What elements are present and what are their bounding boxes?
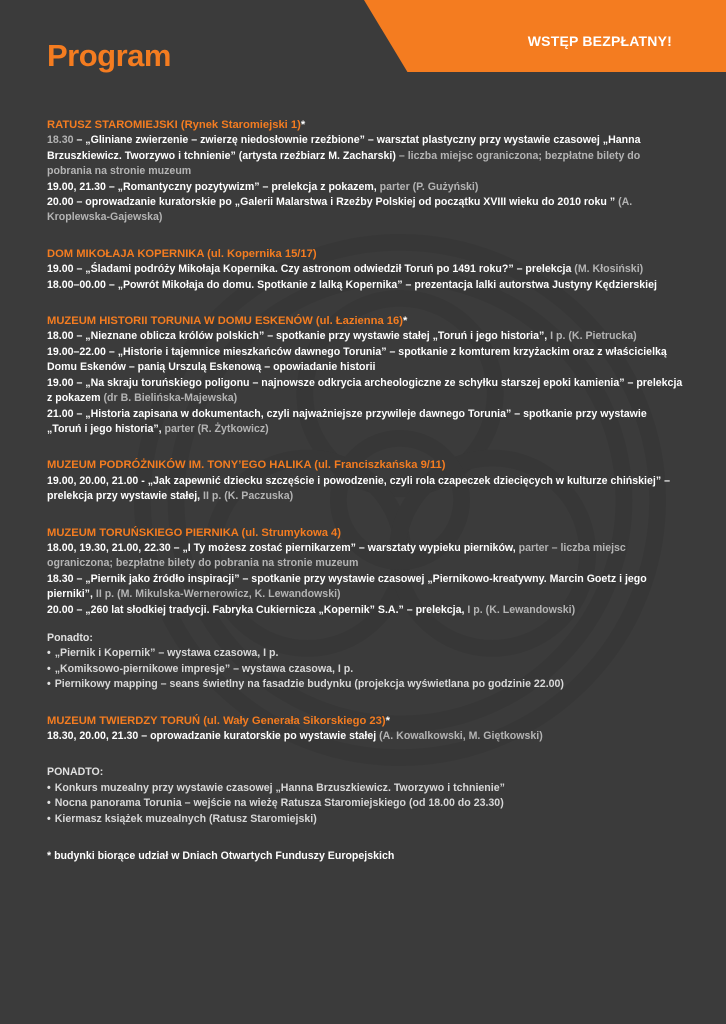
event-text: 19.00 – „Na skraju toruńskiego poligonu – najnowsze odkrycia archeologiczne ze schyłku starszej epoki kamienia” – prelekcja z pokazem <box>47 376 683 405</box>
other-events-list <box>47 781 683 827</box>
event-item <box>47 133 683 179</box>
extras-text: „Komiksowo-piernikowe impresje” – wystawa czasowa, I p. <box>54 662 354 675</box>
venue-name: MUZEUM TWIERDZY TORUŃ (ul. Wały Generała Sikorskiego 23) <box>47 714 386 727</box>
event-item <box>47 407 683 438</box>
event-text: (A. Kowalkowski, M. Giętkowski) <box>379 730 543 742</box>
venue-section <box>47 247 683 293</box>
event-text: 19.00 – „Śladami podróży Mikołaja Kopernika. Czy astronom odwiedził Toruń po 1491 roku?” – prelekcja <box>47 263 575 276</box>
program-content <box>47 118 683 864</box>
event-item <box>47 180 683 195</box>
extras-item <box>47 662 683 677</box>
venue-title <box>47 458 683 473</box>
event-text: I p. (K. Pietrucka) <box>550 330 637 343</box>
bullet-icon: • <box>47 781 51 794</box>
other-events-text: Konkurs muzealny przy wystawie czasowej „Hanna Brzuszkiewicz. Tworzywo i tchnienie” <box>54 781 505 794</box>
event-item <box>47 474 683 505</box>
venue-name: DOM MIKOŁAJA KOPERNIKA (ul. Kopernika 15/17) <box>47 247 317 260</box>
asterisk-mark: * <box>300 119 306 131</box>
event-item <box>47 278 683 293</box>
other-events-item <box>47 812 683 827</box>
extras-list <box>47 646 683 692</box>
extras-item <box>47 646 683 661</box>
event-text: parter – liczba miejsc ograniczona; bezpłatne bilety do pobrania na stronie muzeum <box>47 541 626 570</box>
venue-name: RATUSZ STAROMIEJSKI (Rynek Staromiejski 1) <box>47 119 301 131</box>
event-text: parter (P. Gużyński) <box>379 180 479 193</box>
venue-name: MUZEUM PODRÓŻNIKÓW IM. TONY’EGO HALIKA (ul. Franciszkańska 9/11) <box>47 459 446 472</box>
event-item <box>47 376 683 407</box>
venue-name: MUZEUM HISTORII TORUNIA W DOMU ESKENÓW (ul. Łazienna 16) <box>47 315 403 328</box>
venue-title <box>47 314 683 329</box>
event-item <box>47 729 683 744</box>
extras-text: Piernikowy mapping – seans świetlny na fasadzie budynku (projekcja wyświetlana po godzinie 22.00) <box>54 678 564 691</box>
venue-title <box>47 247 683 262</box>
event-text: – „Gliniane zwierzenie – zwierzę niedosłownie rzeźbione” – warsztat plastyczny przy wystawie czasowej „Hanna Brzuszkiewicz. Tworzywo i tchnienie” (artysta rzeźbiarz M. Zacharski) <box>47 134 641 162</box>
venue-title <box>47 118 683 133</box>
event-item <box>47 262 683 277</box>
venue-title <box>47 526 683 541</box>
venue-title <box>47 714 683 729</box>
event-text: II p. (M. Mikulska-Wernerowicz, K. Lewandowski) <box>95 588 341 601</box>
extras-item <box>47 677 683 692</box>
event-text: II p. (K. Paczuska) <box>203 490 294 503</box>
event-text: 21.00 – „Historia zapisana w dokumentach, czyli najważniejsze przywileje dawnego Torunia” – spotkanie przy wystawie „Toruń i jego historia”, <box>47 407 647 435</box>
venue-name: MUZEUM TORUŃSKIEGO PIERNIKA (ul. Strumykowa 4) <box>47 526 342 539</box>
event-text: (dr B. Bielińska-Majewska) <box>103 392 238 405</box>
event-text: 19.00, 21.30 – „Romantyczny pozytywizm” – prelekcja z pokazem, <box>47 180 380 193</box>
event-text: 20.00 – oprowadzanie kuratorskie po „Galerii Malarstwa i Rzeźby Polskiej od początku XVIII wieku do 2010 roku ” <box>47 196 619 209</box>
other-events-item <box>47 796 683 811</box>
event-item <box>47 345 683 376</box>
bullet-icon: • <box>47 647 51 660</box>
event-text: 18.00, 19.30, 21.00, 22.30 – „I Ty możesz zostać piernikarzem” – warsztaty wypieku pierników, <box>47 541 519 554</box>
page-title: Program <box>47 38 171 73</box>
event-item <box>47 195 683 226</box>
event-text: I p. (K. Lewandowski) <box>467 603 576 616</box>
event-text: 18.00–00.00 – „Powrót Mikołaja do domu. Spotkanie z lalką Kopernika” – prezentacja lalki autorstwa Justyny Kędzierskiej <box>47 278 657 291</box>
bullet-icon: • <box>47 797 51 810</box>
other-events-section <box>47 765 683 827</box>
extras-heading: Ponadto: <box>47 631 93 644</box>
asterisk-mark: * <box>402 315 408 328</box>
event-item <box>47 329 683 344</box>
event-text: (M. Kłosiński) <box>574 263 644 276</box>
event-text: – liczba miejsc ograniczona; bezpłatne bilety do pobrania na stronie muzeum <box>47 149 641 178</box>
event-text: 19.00, 20.00, 21.00 - „Jak zapewnić dziecku szczęście i powodzenie, czyli rola czapeczek dziecięcych w kulturze chińskiej” – prelekcja przy wystawie stałej, <box>47 474 670 503</box>
event-item <box>47 603 683 618</box>
bullet-icon: • <box>47 678 51 691</box>
other-events-heading: PONADTO: <box>47 766 104 779</box>
venue-section <box>47 458 683 504</box>
asterisk-mark: * <box>385 714 390 727</box>
event-text: (A. Kroplewska-Gajewska) <box>47 196 633 224</box>
venue-section <box>47 526 683 693</box>
footnote: * budynki biorące udział w Dniach Otwartych Funduszy Europejskich <box>47 850 395 863</box>
event-text: 20.00 – „260 lat słodkiej tradycji. Fabryka Cukiernicza „Kopernik” S.A.” – prelekcja, <box>47 603 468 616</box>
event-text: 18.30 – „Piernik jako źródło inspiracji” – spotkanie przy wystawie czasowej „Piernikowo-kreatywny. Marcin Goetz i jego pierniki”, <box>47 572 647 601</box>
event-text: 18.30 <box>47 134 74 147</box>
extras-text: „Piernik i Kopernik” – wystawa czasowa, I p. <box>54 647 279 660</box>
other-events-item <box>47 781 683 796</box>
venue-section <box>47 118 683 226</box>
bullet-icon: • <box>47 662 51 675</box>
other-events-text: Kiermasz książek muzealnych (Ratusz Staromiejski) <box>54 812 317 825</box>
event-text: 18.30, 20.00, 21.30 – oprowadzanie kuratorskie po wystawie stałej <box>47 730 380 742</box>
event-text: parter (R. Żytkowicz) <box>164 422 269 435</box>
bullet-icon: • <box>47 812 51 825</box>
event-item <box>47 572 683 603</box>
event-text: 19.00–22.00 – „Historie i tajemnice mieszkańców dawnego Torunia” – spotkanie z komturem krzyżackim oraz z właścicielką Domu Eskenów – panią Urszulą Eskenową – opowiadanie historii <box>47 345 667 374</box>
venue-section <box>47 314 683 437</box>
free-entry-label: WSTĘP BEZPŁATNY! <box>527 33 672 49</box>
other-events-text: Nocna panorama Torunia – wejście na wieżę Ratusza Staromiejskiego (od 18.00 do 23.30) <box>54 797 504 810</box>
venue-section <box>47 714 683 745</box>
event-text: 18.00 – „Nieznane oblicza królów polskich” – spotkanie przy wystawie stałej „Toruń i jego historia”, <box>47 330 551 343</box>
event-item <box>47 541 683 572</box>
